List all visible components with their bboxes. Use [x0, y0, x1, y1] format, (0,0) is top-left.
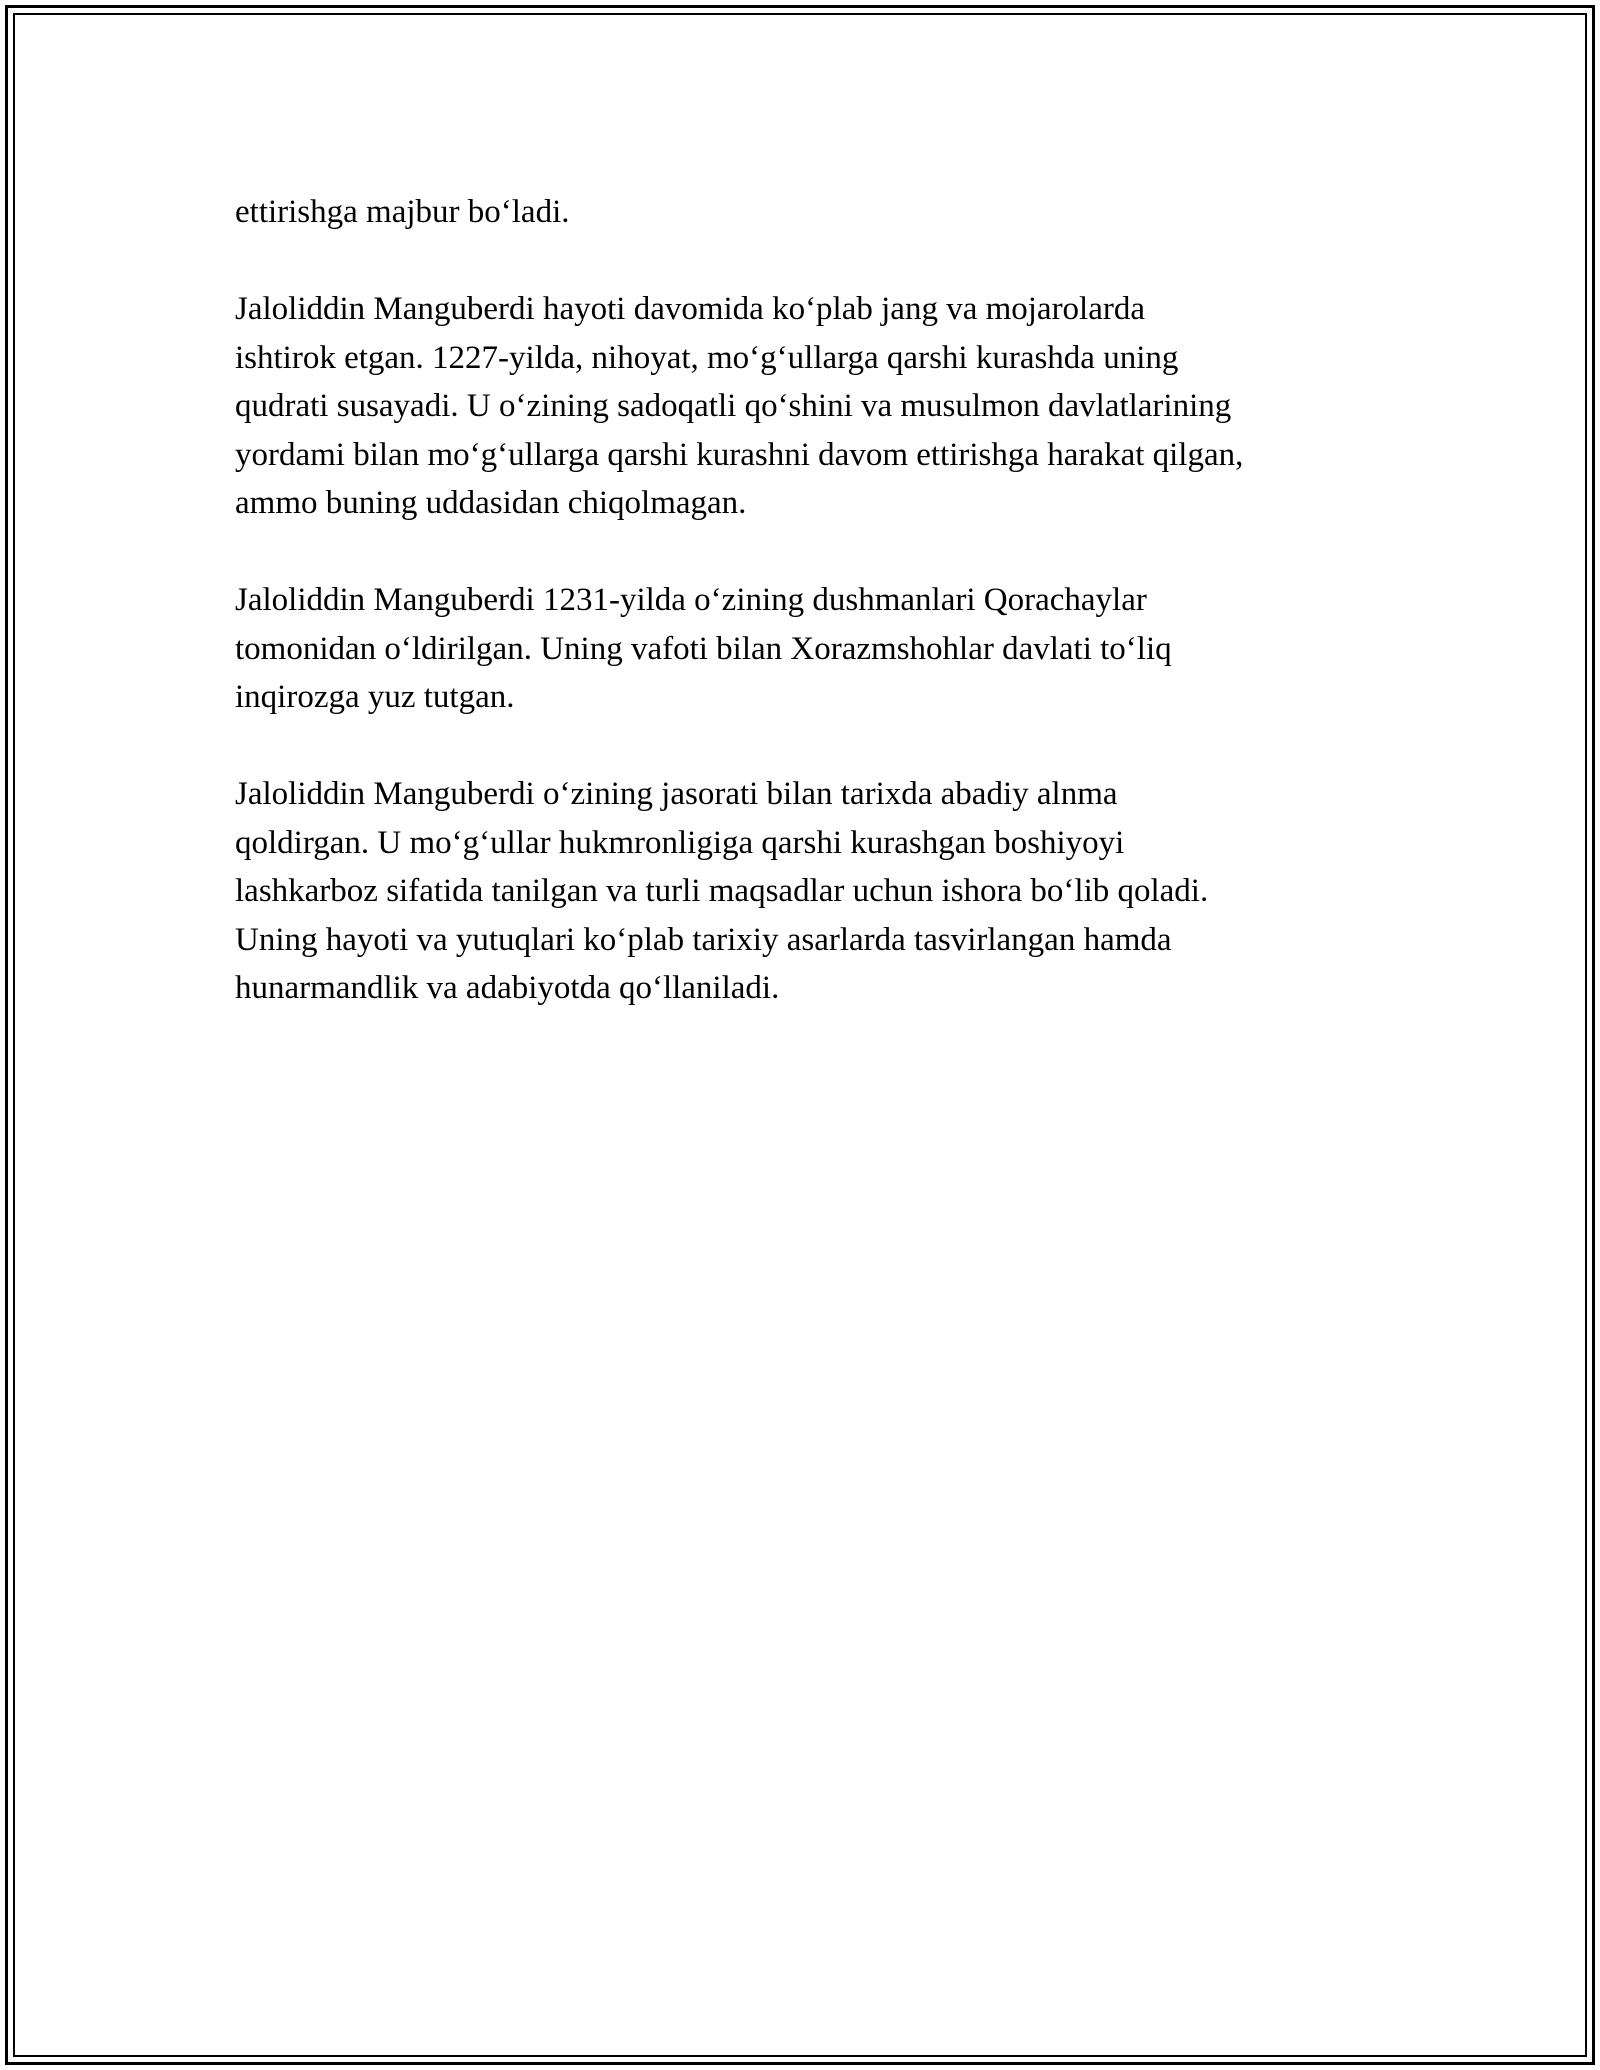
text-line: lashkarboz sifatida tanilgan va turli maqsadlar uchun ishora bo‘lib qoladi.	[235, 873, 1209, 909]
text-line: qudrati susayadi. U o‘zining sadoqatli qo‘shini va musulmon davlatlarining	[235, 388, 1232, 424]
text-line: tomonidan o‘ldirilgan. Uning vafoti bilan Xorazmshohlar davlati to‘liq	[235, 630, 1172, 667]
text-line: ishtirok etgan. 1227-yilda, nihoyat, mo‘g‘ullarga qarshi kurashda uning	[235, 339, 1179, 376]
text-line: Jaloliddin Manguberdi 1231-yilda o‘zining dushmanlari Qorachaylar	[235, 582, 1147, 618]
text-line: ettirishga majbur bo‘ladi.	[235, 194, 570, 230]
paragraph-4	[235, 770, 1375, 1013]
text-line: hunarmandlik va adabiyotda qo‘llaniladi.	[235, 970, 780, 1006]
text-line: Jaloliddin Manguberdi hayoti davomida ko‘plab jang va mojarolarda	[235, 291, 1146, 327]
text-line: Uning hayoti va yutuqlari ko‘plab tarixiy asarlarda tasvirlangan hamda	[235, 921, 1172, 958]
text-line: ammo buning uddasidan chiqolmagan.	[235, 485, 747, 521]
text-line: yordami bilan mo‘g‘ullarga qarshi kurashni davom ettirishga harakat qilgan,	[235, 436, 1244, 473]
paragraph-3	[235, 576, 1375, 722]
paragraph-1	[235, 188, 1375, 237]
document-body	[235, 188, 1375, 1061]
text-line: Jaloliddin Manguberdi o‘zining jasorati bilan tarixda abadiy alnma	[235, 776, 1118, 812]
paragraph-2	[235, 285, 1375, 528]
text-line: qoldirgan. U mo‘g‘ullar hukmronligiga qarshi kurashgan boshiyoyi	[235, 824, 1125, 861]
text-line: inqirozga yuz tutgan.	[235, 679, 515, 715]
